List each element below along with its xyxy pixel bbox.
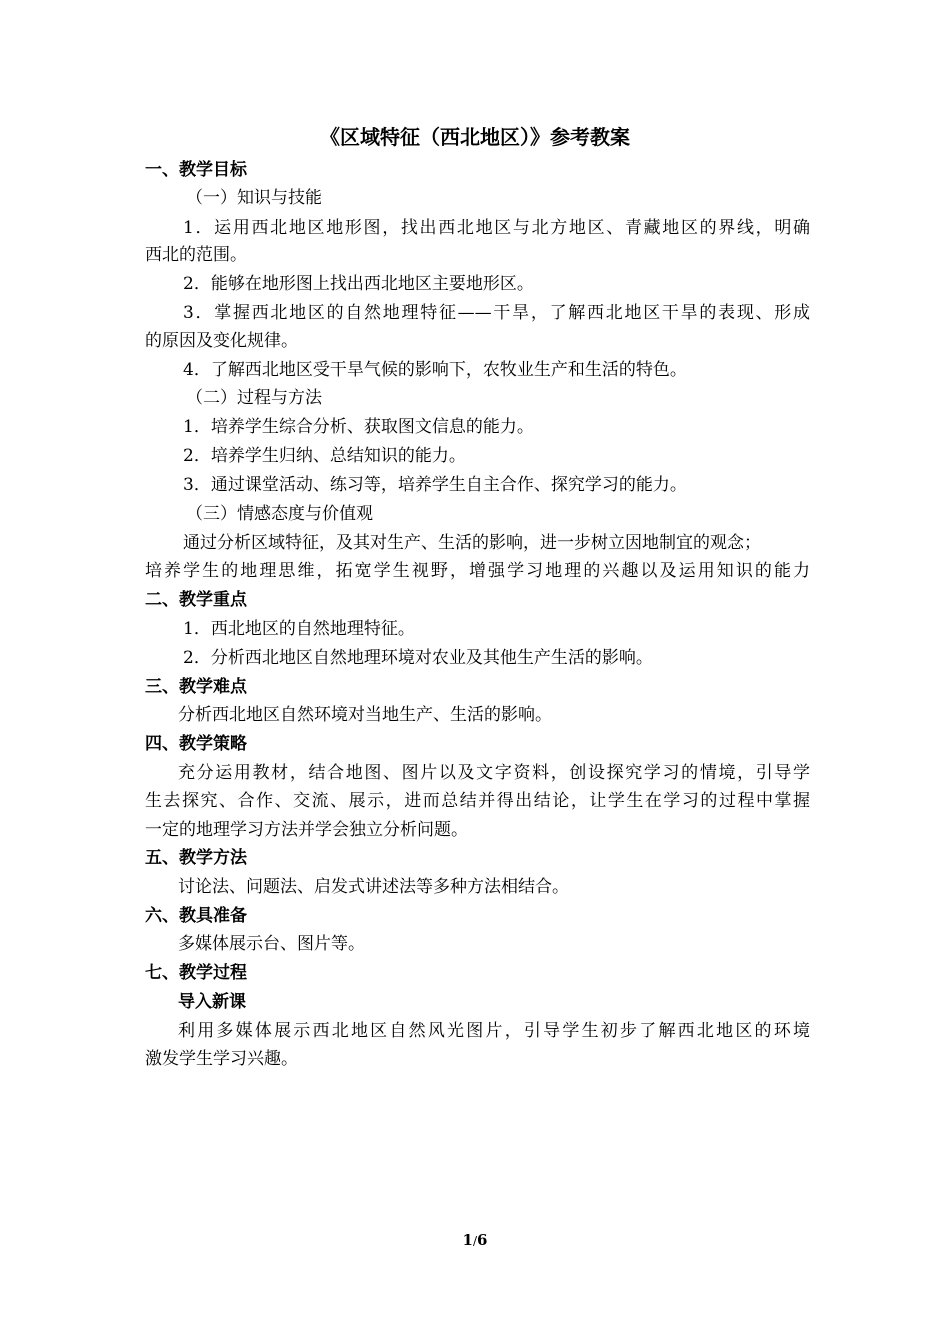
paragraph-line: 利用多媒体展示西北地区自然风光图片，引导学生初步了解西北地区的环境	[178, 1021, 810, 1041]
paragraph-line: 4．了解西北地区受干旱气候的影响下，农牧业生产和生活的特色。	[183, 360, 687, 380]
subsection-heading-knowledge: （一）知识与技能	[186, 188, 322, 208]
paragraph-line: 2．培养学生归纳、总结知识的能力。	[183, 446, 466, 466]
section-heading-process: 七、教学过程	[145, 963, 247, 983]
section-heading-difficulties: 三、教学难点	[145, 677, 247, 697]
paragraph-line: 一定的地理学习方法并学会独立分析问题。	[145, 820, 468, 840]
paragraph-line: 多媒体展示台、图片等。	[178, 934, 365, 954]
subsection-heading-process: （二）过程与方法	[186, 388, 322, 408]
paragraph-line: 通过分析区域特征，及其对生产、生活的影响，进一步树立因地制宜的观念；	[183, 533, 761, 553]
section-heading-strategy: 四、教学策略	[145, 734, 247, 754]
page-number	[0, 1229, 950, 1252]
paragraph-line: 1．运用西北地区地形图，找出西北地区与北方地区、青藏地区的界线，明确	[183, 218, 810, 238]
section-heading-objectives: 一、教学目标	[145, 160, 247, 180]
section-heading-methods: 五、教学方法	[145, 848, 247, 868]
total-pages: 6	[477, 1231, 488, 1249]
subsection-heading-attitude: （三）情感态度与价值观	[186, 504, 373, 524]
paragraph-line: 1．培养学生综合分析、获取图文信息的能力。	[183, 417, 534, 437]
paragraph-line: 2．分析西北地区自然地理环境对农业及其他生产生活的影响。	[183, 648, 653, 668]
paragraph-line: 充分运用教材，结合地图、图片以及文字资料，创设探究学习的情境，引导学	[178, 763, 810, 783]
paragraph-line: 生去探究、合作、交流、展示，进而总结并得出结论，让学生在学习的过程中掌握	[145, 791, 810, 811]
section-heading-key-points: 二、教学重点	[145, 590, 247, 610]
paragraph-line: 分析西北地区自然环境对当地生产、生活的影响。	[178, 705, 552, 725]
paragraph-line: 2．能够在地形图上找出西北地区主要地形区。	[183, 274, 534, 294]
section-heading-materials: 六、教具准备	[145, 906, 247, 926]
paragraph-line: 西北的范围。	[145, 245, 247, 265]
paragraph-line: 3．通过课堂活动、练习等，培养学生自主合作、探究学习的能力。	[183, 475, 687, 495]
paragraph-line: 培养学生的地理思维，拓宽学生视野，增强学习地理的兴趣以及运用知识的能力	[145, 561, 810, 581]
subsection-heading-intro: 导入新课	[178, 992, 246, 1012]
current-page: 1	[462, 1231, 473, 1249]
page-title: 《区域特征（西北地区）》参考教案	[320, 125, 630, 149]
paragraph-line: 的原因及变化规律。	[145, 331, 298, 351]
paragraph-line: 激发学生学习兴趣。	[145, 1049, 298, 1069]
page-separator: /	[472, 1234, 478, 1248]
paragraph-line: 1．西北地区的自然地理特征。	[183, 619, 415, 639]
paragraph-line: 3．掌握西北地区的自然地理特征——干旱，了解西北地区干旱的表现、形成	[183, 303, 810, 323]
paragraph-line: 讨论法、问题法、启发式讲述法等多种方法相结合。	[178, 877, 569, 897]
